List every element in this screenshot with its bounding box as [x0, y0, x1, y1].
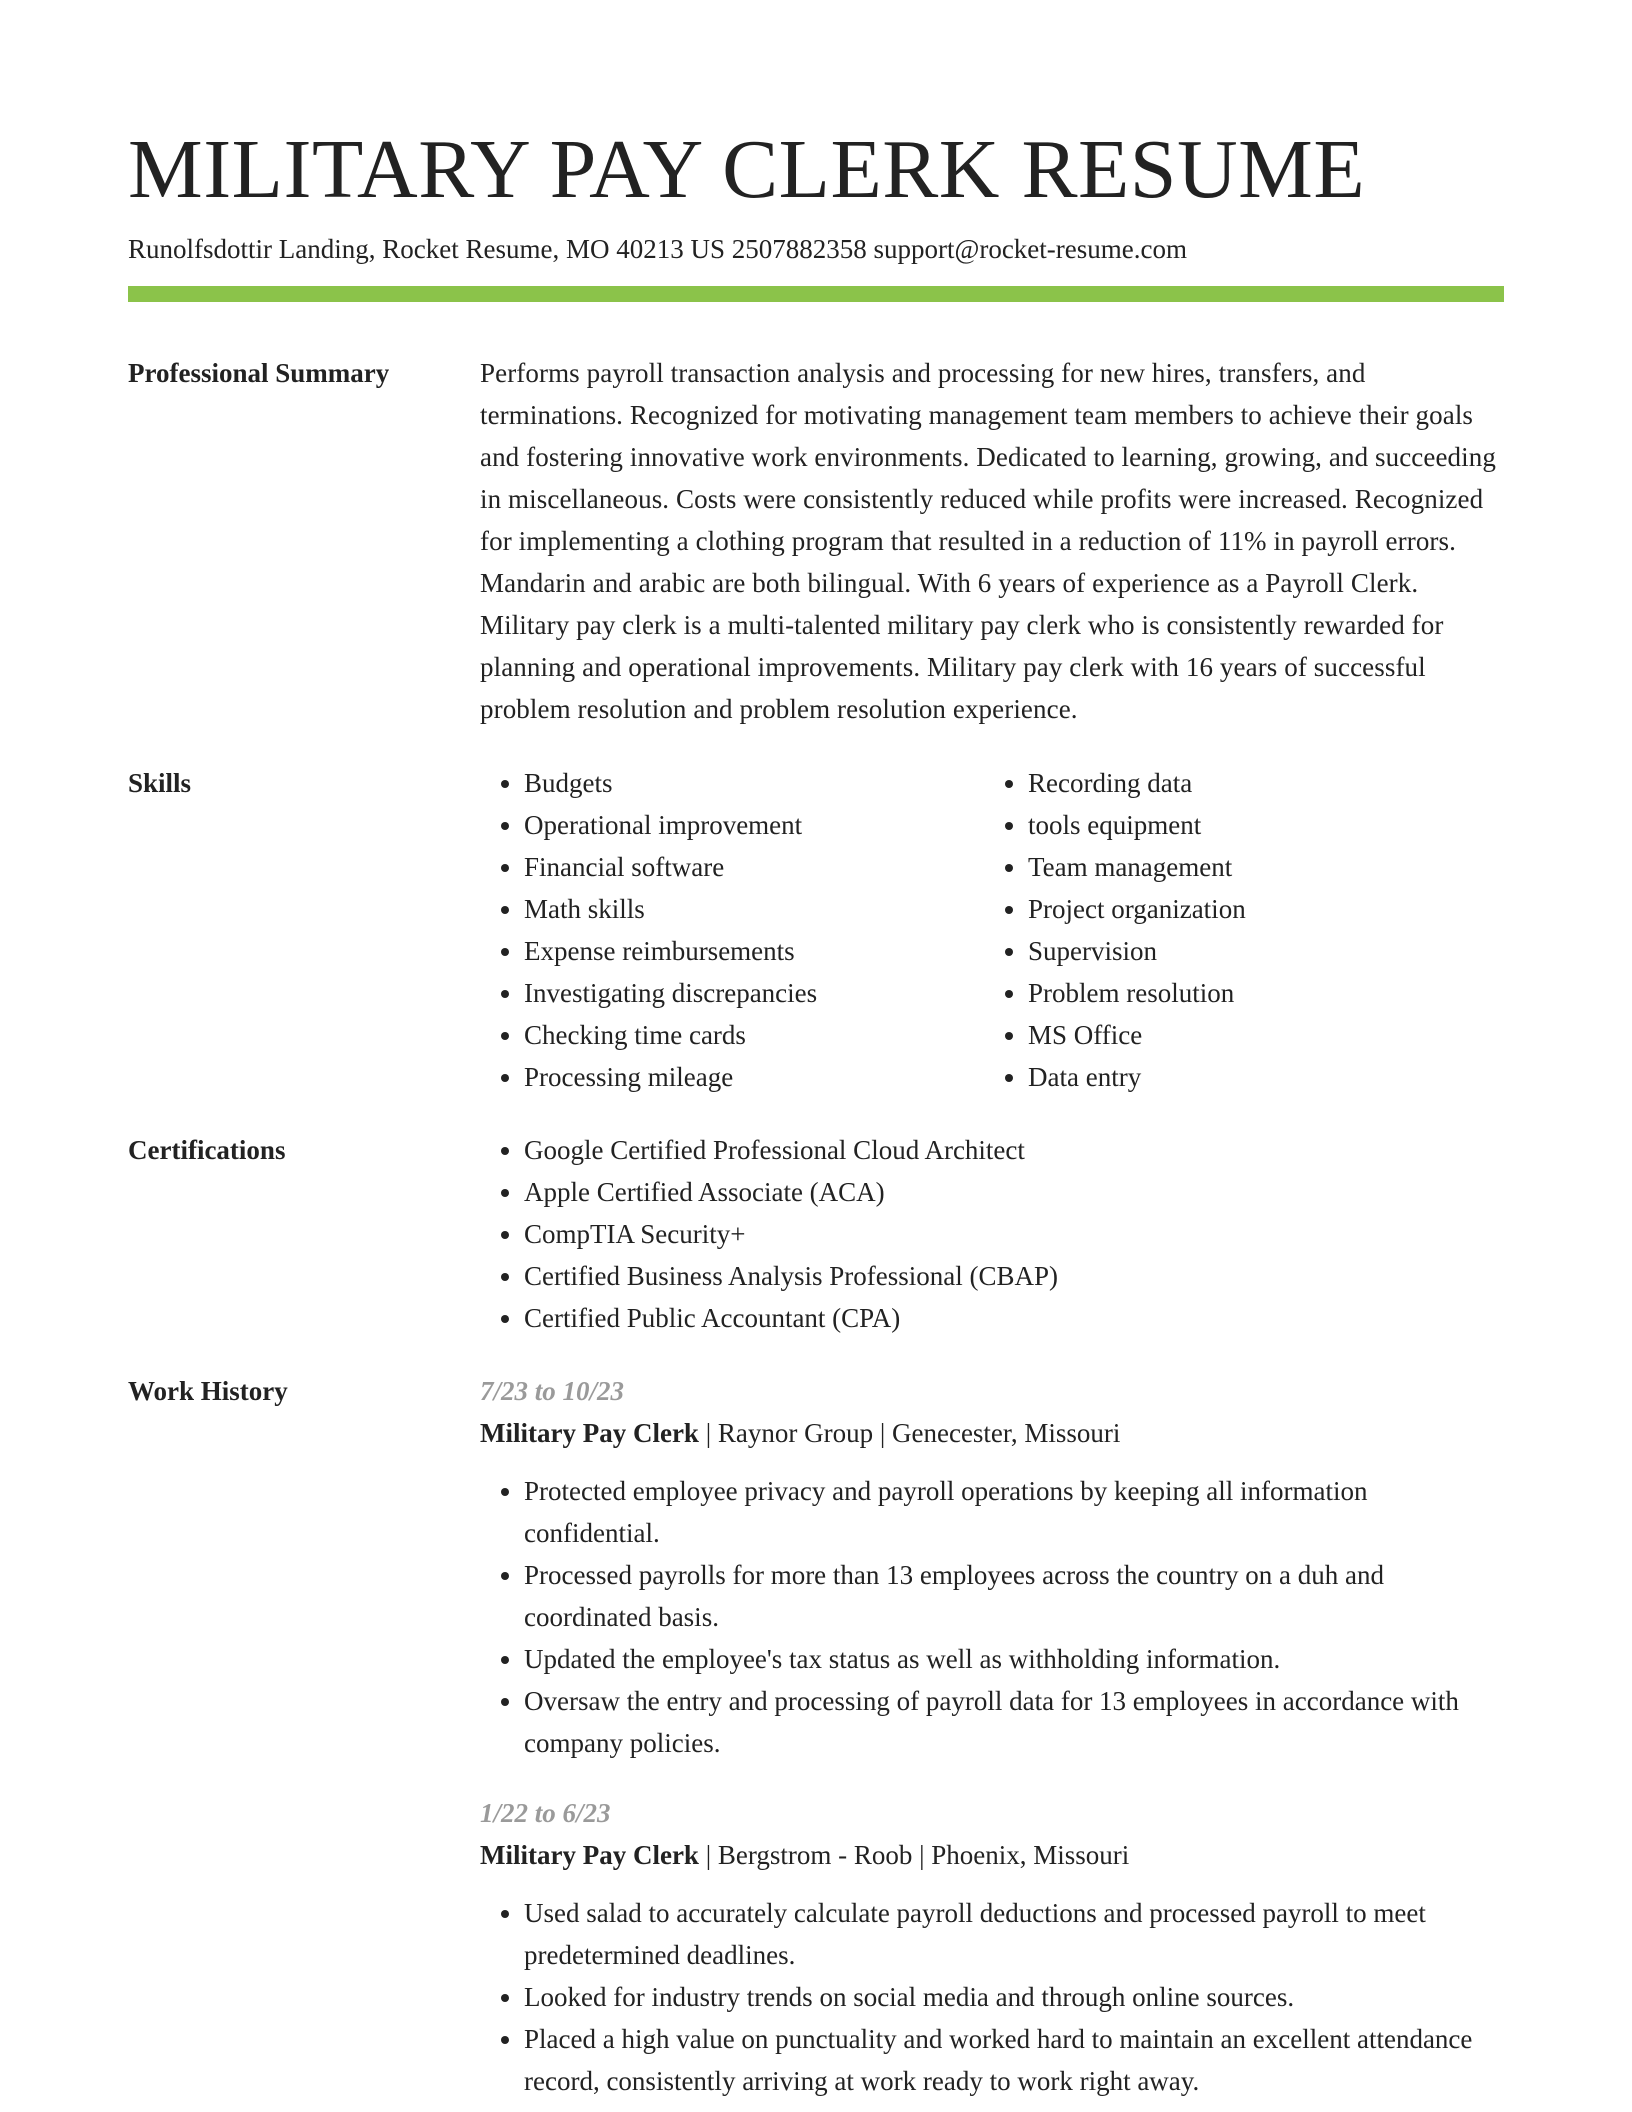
skill-item: • Processing mileage [524, 1056, 984, 1098]
job-duty: • Protected employee privacy and payroll operations by keeping all information confidential. [524, 1470, 1504, 1554]
job-duty: • Placed a high value on punctuality and worked hard to maintain an excellent attendance record, consistently arriving at work ready to work right away. [524, 2018, 1504, 2102]
resume-title: MILITARY PAY CLERK RESUME [128, 123, 1366, 216]
skill-item: • Budgets [524, 762, 984, 804]
skill-item: • MS Office [1028, 1014, 1488, 1056]
certification-item: • Certified Business Analysis Professional (CBAP) [524, 1255, 1504, 1297]
skills-label: Skills [128, 768, 192, 798]
job-heading [480, 1834, 1504, 1876]
certification-item: • Apple Certified Associate (ACA) [524, 1171, 1504, 1213]
job-dates: 1/22 to 6/23 [480, 1798, 611, 1828]
work-history-label: Work History [128, 1376, 288, 1406]
skill-item: • Checking time cards [524, 1014, 984, 1056]
skill-item: • Financial software [524, 846, 984, 888]
certifications-label: Certifications [128, 1135, 286, 1165]
contact-line: Runolfsdottir Landing, Rocket Resume, MO 40213 US 2507882358 support@rocket-resume.com [128, 234, 1187, 264]
job-duty: • Processed payrolls for more than 13 employees across the country on a duh and coordinated basis. [524, 1554, 1504, 1638]
skill-item: • tools equipment [1028, 804, 1488, 846]
summary-section [128, 352, 1504, 730]
skill-item: • Project organization [1028, 888, 1488, 930]
skill-item: • Data entry [1028, 1056, 1488, 1098]
certifications-section [128, 1129, 1504, 1339]
job-title: Military Pay Clerk [480, 1840, 699, 1870]
job-title: Military Pay Clerk [480, 1418, 699, 1448]
skill-item: • Operational improvement [524, 804, 984, 846]
skill-item: • Recording data [1028, 762, 1488, 804]
resume-page [128, 0, 1504, 2102]
certifications-list [480, 1129, 1504, 1339]
certification-item: • Certified Public Accountant (CPA) [524, 1297, 1504, 1339]
job-duty: • Updated the employee's tax status as well as withholding information. [524, 1638, 1504, 1680]
skill-item: • Expense reimbursements [524, 930, 984, 972]
skill-item: • Team management [1028, 846, 1488, 888]
job-duties [480, 1892, 1504, 2102]
skill-item: • Investigating discrepancies [524, 972, 984, 1014]
skill-item: • Problem resolution [1028, 972, 1488, 1014]
job-duty: • Oversaw the entry and processing of payroll data for 13 employees in accordance with company policies. [524, 1680, 1504, 1764]
job-details: | Raynor Group | Genecester, Missouri [698, 1418, 1121, 1448]
certification-item: • CompTIA Security+ [524, 1213, 1504, 1255]
skill-item: • Supervision [1028, 930, 1488, 972]
work-history-section [128, 1370, 1504, 2102]
job-details: | Bergstrom - Roob | Phoenix, Missouri [698, 1840, 1130, 1870]
accent-divider [128, 286, 1504, 302]
summary-label: Professional Summary [128, 358, 390, 388]
job-duties [480, 1470, 1504, 1764]
summary-text: Performs payroll transaction analysis and processing for new hires, transfers, and terminations. Recognized for motivating management team members to achieve their goals and fostering innovative work environments. Dedicated to learning, growing, and succeeding in miscellaneous. Costs were consistently reduced while profits were increased. Recognized for implementing a clothing program that resulted in a reduction of 11% in payroll errors. Mandarin and arabic are both bilingual. With 6 years of experience as a Payroll Clerk. Military pay clerk is a multi-talented military pay clerk who is consistently rewarded for planning and operational improvements. Military pay clerk with 16 years of successful problem resolution and problem resolution experience. [480, 358, 1496, 724]
job-dates: 7/23 to 10/23 [480, 1376, 625, 1406]
job-duty: • Looked for industry trends on social media and through online sources. [524, 1976, 1504, 2018]
job-entry [480, 1792, 1504, 2102]
certification-item: • Google Certified Professional Cloud Architect [524, 1129, 1504, 1171]
job-duty: • Used salad to accurately calculate payroll deductions and processed payroll to meet predetermined deadlines. [524, 1892, 1504, 1976]
skill-item: • Math skills [524, 888, 984, 930]
job-heading [480, 1412, 1504, 1454]
skills-section [128, 762, 1504, 1098]
skills-list-left [480, 762, 984, 1098]
job-entry [480, 1370, 1504, 1764]
skills-list-right [984, 762, 1488, 1098]
